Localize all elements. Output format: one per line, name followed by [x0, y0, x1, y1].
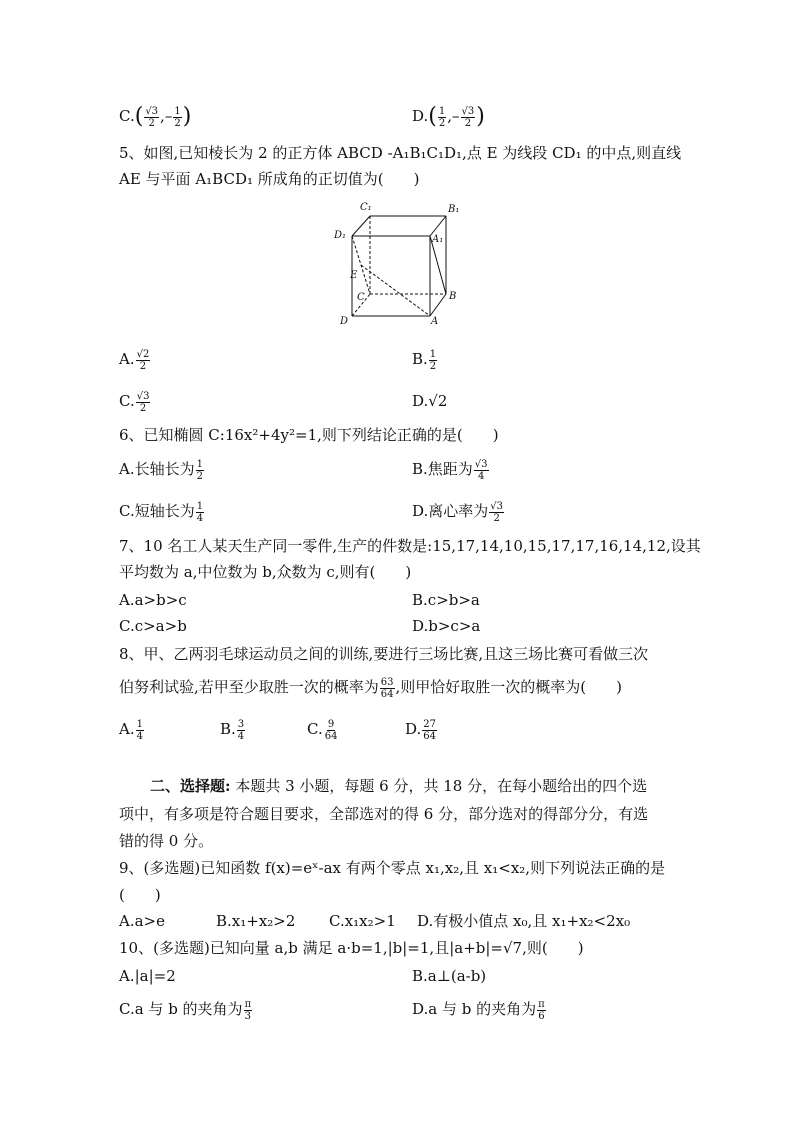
option-letter: C.	[119, 392, 135, 410]
numerator: 1	[438, 105, 446, 117]
fraction	[196, 501, 204, 524]
label-d1: D₁	[334, 230, 347, 241]
section2-line2: 项中，有多项是符合题目要求，全部选对的得 6 分，部分选对的得部分分，有选	[119, 805, 649, 823]
option-letter: B.	[412, 350, 428, 368]
label-b1: B₁	[448, 204, 460, 215]
denominator: 64	[324, 730, 338, 742]
q6-option-d	[412, 500, 505, 524]
fraction	[173, 106, 181, 129]
q9-stem-line1: 9、(多选题)已知函数 f(x)=eˣ-ax 有两个零点 x₁,x₂,且 x₁<x₂,则下列说法正确的是	[119, 859, 666, 877]
edge-ab	[430, 294, 446, 316]
q9-stem-line2: ( )	[119, 886, 161, 904]
numerator: 1	[196, 458, 203, 470]
stem-text: ,则甲恰好取胜一次的概率为( )	[395, 678, 622, 696]
label-a1: A₁	[432, 234, 444, 245]
numerator: 9	[327, 718, 335, 730]
option-letter: B.	[220, 720, 236, 738]
numerator: √3	[490, 500, 503, 512]
fraction	[474, 459, 489, 482]
denominator: 2	[148, 117, 155, 129]
numerator: 3	[237, 718, 245, 730]
label-a: A	[431, 316, 439, 327]
fraction	[461, 106, 476, 129]
label-c: C	[357, 292, 365, 303]
option-letter: D.	[405, 720, 422, 738]
option-letter: C.	[307, 720, 323, 738]
section2-line1	[150, 775, 647, 797]
denominator: 6	[538, 1010, 545, 1022]
fraction	[380, 677, 395, 700]
numerator: 63	[380, 676, 394, 688]
denominator: 2	[438, 117, 446, 129]
option-text: A.长轴长为	[119, 460, 195, 478]
denominator: 2	[464, 117, 472, 129]
q4-option-c: C.( $\frac{√3}{2}$ ,– $\frac{1}{2}$ )	[119, 104, 192, 129]
separator: ,–	[160, 107, 173, 125]
q7-option-c: C.c>a>b	[119, 617, 187, 635]
q9-option-b: B.x₁+x₂>2	[216, 912, 296, 930]
q5-stem-line2: AE 与平面 A₁BCD₁ 所成角的正切值为( )	[119, 170, 420, 188]
q7-stem-line2: 平均数为 a,中位数为 b,众数为 c,则有( )	[119, 563, 412, 581]
label-d: D	[340, 316, 349, 327]
q8-stem-line1: 8、甲、乙两羽毛球运动员之间的训练,要进行三场比赛,且这三场比赛可看做三次	[119, 645, 649, 663]
separator: ,–	[447, 107, 460, 125]
numerator: 1	[196, 500, 204, 512]
denominator: 4	[196, 512, 204, 524]
q8-option-c	[307, 718, 339, 742]
fraction	[144, 106, 159, 129]
numerator: √3	[461, 105, 475, 117]
q9-option-d: D.有极小值点 x₀,且 x₁+x₂<2x₀	[417, 912, 631, 930]
q6-stem: 6、已知椭圆 C:16x²+4y²=1,则下列结论正确的是( )	[119, 426, 499, 444]
numerator: π	[244, 998, 252, 1010]
q10-option-b: B.a⊥(a-b)	[412, 967, 487, 985]
option-letter: C.	[119, 107, 135, 125]
q10-option-c	[119, 998, 253, 1022]
numerator: 1	[429, 348, 437, 360]
denominator: 2	[493, 512, 500, 524]
fraction	[136, 391, 151, 414]
q6-option-b	[412, 458, 490, 482]
label-e: E	[350, 270, 358, 281]
q5-stem-line1: 5、如图,已知棱长为 2 的正方体 ABCD -A₁B₁C₁D₁,点 E 为线段 CD₁ 的中点,则直线	[119, 144, 682, 162]
label-c1: C₁	[360, 202, 372, 213]
q8-option-d	[405, 718, 438, 742]
q5-option-a	[119, 348, 151, 372]
denominator: 2	[139, 402, 147, 414]
fraction	[537, 999, 546, 1022]
fraction	[136, 349, 151, 372]
option-text: D.a 与 b 的夹角为	[412, 1000, 537, 1018]
option-letter: D.	[412, 392, 429, 410]
q7-option-d: D.b>c>a	[412, 617, 481, 635]
cube-figure	[330, 196, 470, 328]
denominator: 64	[423, 730, 436, 742]
denominator: 2	[174, 117, 181, 129]
denominator: 2	[429, 360, 437, 372]
q5-option-d	[412, 390, 447, 412]
denominator: 64	[380, 688, 394, 700]
label-b: B	[449, 291, 457, 302]
denominator: 4	[477, 470, 485, 482]
fraction	[489, 501, 504, 524]
numerator: 27	[423, 718, 436, 730]
denominator: 3	[244, 1010, 252, 1022]
option-text: B.焦距为	[412, 460, 473, 478]
numerator: √2	[136, 348, 150, 360]
q5-option-c	[119, 390, 151, 414]
q8-option-a	[119, 718, 145, 742]
q6-option-a	[119, 458, 205, 482]
option-letter: A.	[119, 350, 135, 368]
stem-text: 伯努利试验,若甲至少取胜一次的概率为	[119, 678, 379, 696]
option-value: √2	[428, 392, 448, 410]
denominator: 4	[237, 730, 245, 742]
numerator: √3	[136, 390, 150, 402]
q10-option-a: A.|a|=2	[119, 967, 176, 985]
option-text: D.离心率为	[412, 502, 489, 520]
numerator: π	[538, 998, 545, 1010]
edge-a1b1	[430, 216, 446, 236]
numerator: 1	[174, 105, 181, 117]
segment-ea	[361, 265, 430, 316]
fraction	[237, 719, 245, 742]
fraction	[429, 349, 437, 372]
fraction	[438, 106, 446, 129]
q9-option-a: A.a>e	[119, 912, 165, 930]
q9-option-c: C.x₁x₂>1	[329, 912, 396, 930]
option-letter: D.	[412, 107, 429, 125]
section-text: 本题共 3 小题，每题 6 分，共 18 分，在每小题给出的四个选	[230, 777, 648, 795]
q7-stem-line1: 7、10 名工人某天生产同一零件,生产的件数是:15,17,14,10,15,17,17,16,14,12,设其	[119, 537, 701, 555]
section2-line3: 错的得 0 分。	[119, 832, 214, 850]
q7-option-a: A.a>b>c	[119, 591, 187, 609]
q8-stem-line2	[119, 676, 622, 700]
q10-stem: 10、(多选题)已知向量 a,b 满足 a·b=1,|b|=1,且|a+b|=√7,则( )	[119, 939, 584, 957]
numerator: 1	[136, 718, 143, 730]
q5-option-b	[412, 348, 438, 372]
q8-option-b	[220, 718, 246, 742]
section-heading: 二、选择题:	[150, 777, 231, 795]
numerator: √3	[145, 105, 159, 117]
denominator: 2	[196, 470, 203, 482]
q10-option-d	[412, 998, 547, 1022]
fraction	[244, 999, 253, 1022]
fraction	[324, 719, 339, 742]
option-text: C.短轴长为	[119, 502, 195, 520]
denominator: 2	[139, 360, 147, 372]
option-letter: A.	[119, 720, 135, 738]
fraction	[136, 719, 144, 742]
q6-option-c	[119, 500, 205, 524]
q7-option-b: B.c>b>a	[412, 591, 480, 609]
option-text: C.a 与 b 的夹角为	[119, 1000, 243, 1018]
q4-option-d: D.( $\frac{1}{2}$ ,– $\frac{√3}{2}$ )	[412, 104, 485, 129]
denominator: 4	[136, 730, 143, 742]
fraction	[422, 719, 437, 742]
fraction	[196, 459, 204, 482]
numerator: √3	[474, 458, 488, 470]
edge-d1c1	[352, 216, 370, 236]
